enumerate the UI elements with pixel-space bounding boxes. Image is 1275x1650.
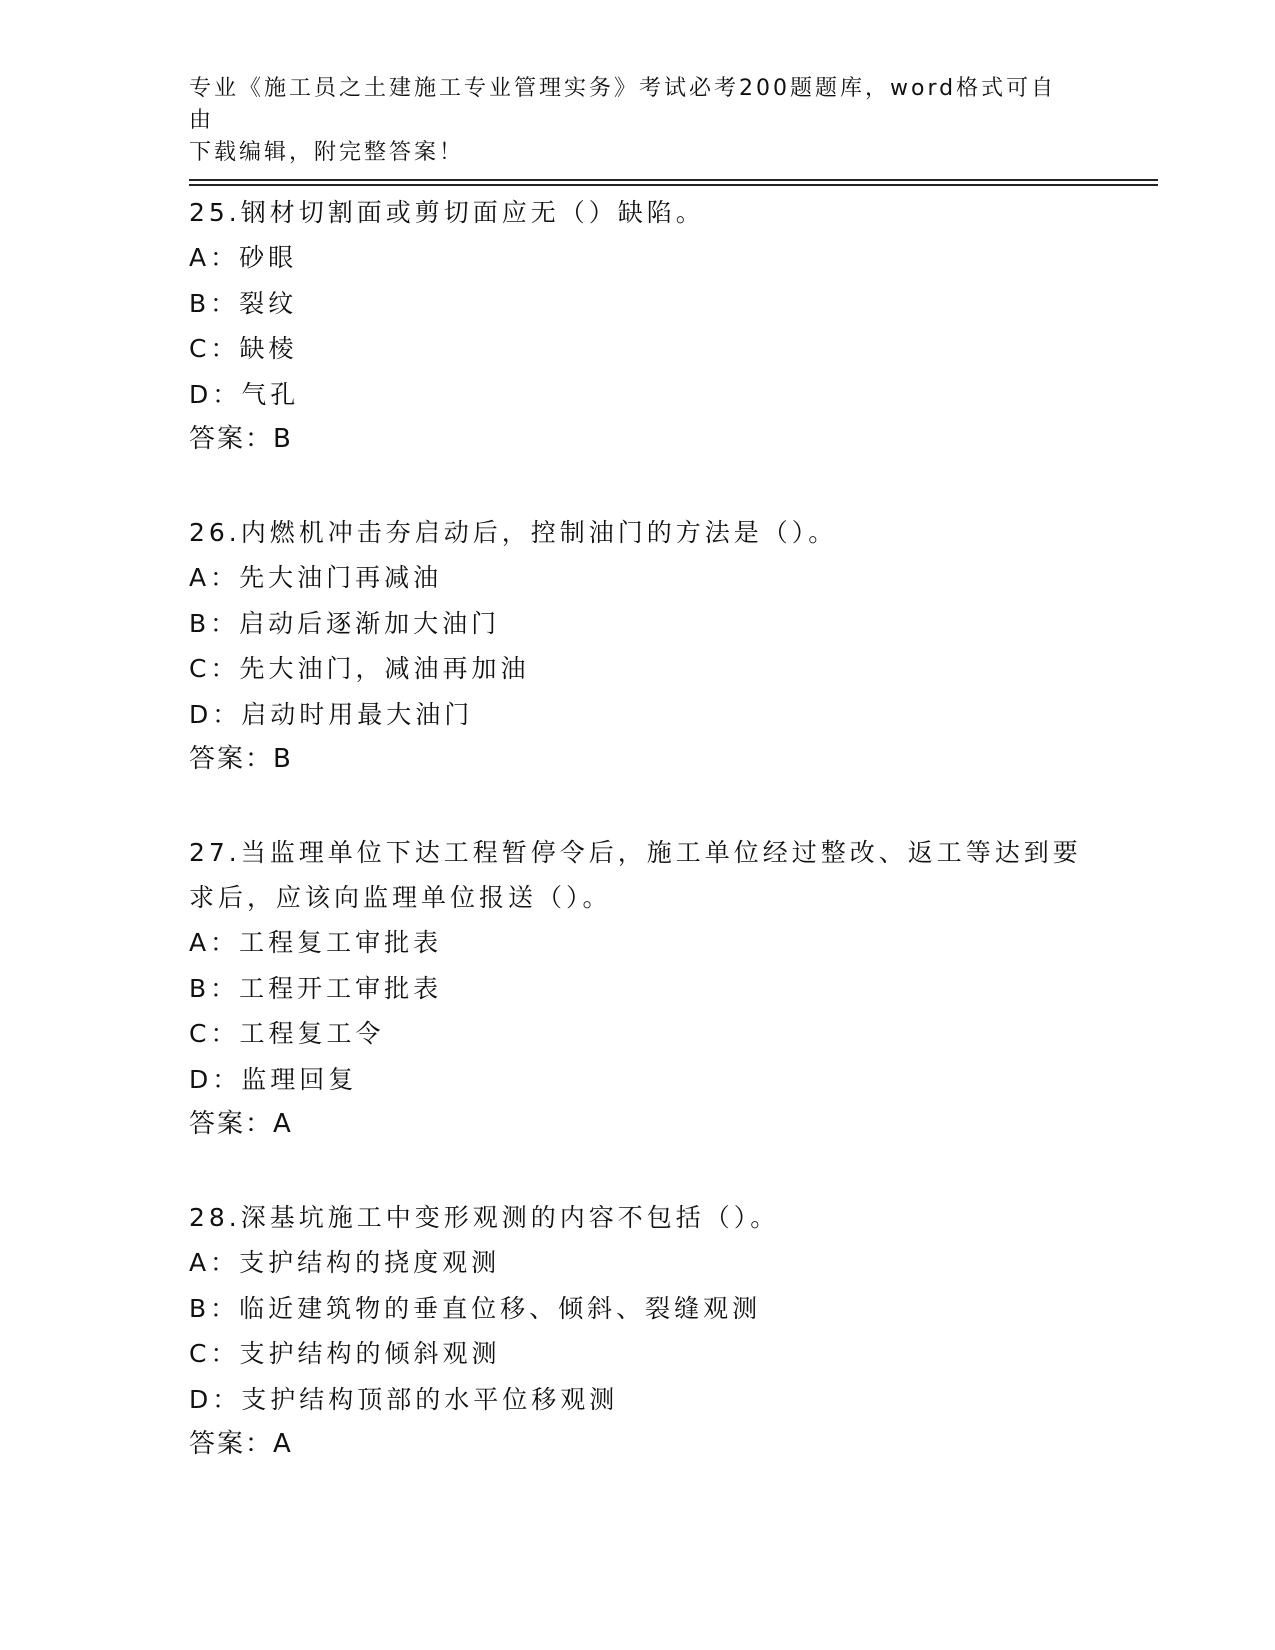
question-27 xyxy=(189,830,1109,1147)
question-stem: 28.深基坑施工中变形观测的内容不包括（）。 xyxy=(189,1203,780,1232)
option-b: B：临近建筑物的垂直位移、倾斜、裂缝观测 xyxy=(189,1293,762,1323)
option-b: B：裂纹 xyxy=(189,288,298,318)
answer: 答案：B xyxy=(189,424,293,454)
question-stem-line-1: 27.当监理单位下达工程暂停令后，施工单位经过整改、返工等达到要 xyxy=(189,838,1082,867)
answer: 答案：A xyxy=(189,1429,293,1459)
question-stem: 26.内燃机冲击夯启动后，控制油门的方法是（）。 xyxy=(189,518,838,547)
option-b: B：工程开工审批表 xyxy=(189,973,443,1003)
option-c: C：缺棱 xyxy=(189,334,298,363)
question-26 xyxy=(189,510,1109,782)
option-d: D：启动时用最大油门 xyxy=(189,699,474,729)
option-a: A：先大油门再减油 xyxy=(189,563,443,592)
header-line-1: 专业《施工员之土建施工专业管理实务》考试必考200题题库，word格式可自由 xyxy=(189,76,1057,133)
option-d: D：气孔 xyxy=(189,379,300,409)
header-line-2: 下载编辑，附完整答案！ xyxy=(189,140,465,165)
question-stem: 25.钢材切割面或剪切面应无（）缺陷。 xyxy=(189,198,705,227)
option-a: A：砂眼 xyxy=(189,243,298,272)
option-b: B：启动后逐渐加大油门 xyxy=(189,608,501,638)
document-header xyxy=(189,73,1069,169)
question-28 xyxy=(189,1195,1109,1467)
option-a: A：支护结构的挠度观测 xyxy=(189,1248,501,1277)
header-divider-top xyxy=(189,179,1158,181)
option-d: D：支护结构顶部的水平位移观测 xyxy=(189,1384,619,1414)
option-c: C：先大油门，减油再加油 xyxy=(189,654,530,683)
answer: 答案：B xyxy=(189,744,293,774)
answer: 答案：A xyxy=(189,1109,293,1139)
option-a: A：工程复工审批表 xyxy=(189,928,443,957)
option-c: C：工程复工令 xyxy=(189,1019,385,1048)
option-c: C：支护结构的倾斜观测 xyxy=(189,1339,501,1368)
question-25 xyxy=(189,190,1109,462)
header-divider-bottom xyxy=(189,184,1158,186)
question-stem-line-2: 求后，应该向监理单位报送（）。 xyxy=(189,883,612,912)
option-d: D：监理回复 xyxy=(189,1064,358,1094)
